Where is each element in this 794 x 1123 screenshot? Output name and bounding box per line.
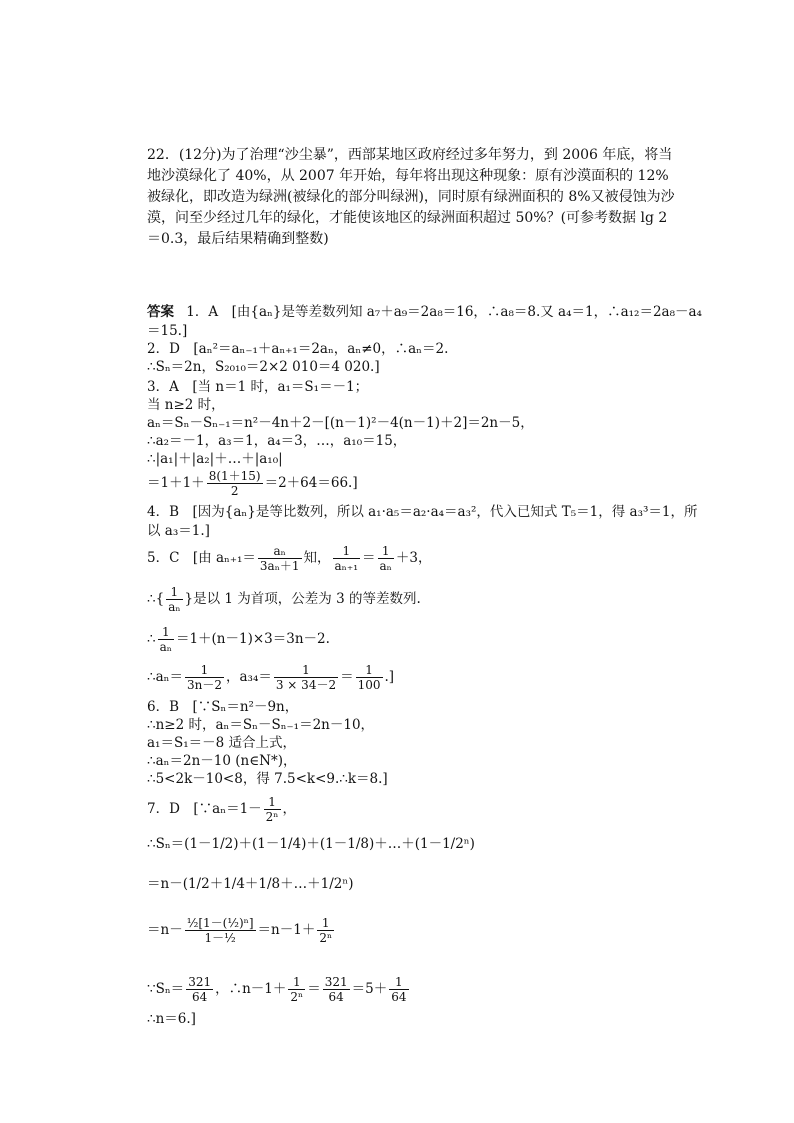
numerator: 1: [274, 663, 338, 678]
fraction: [185, 916, 256, 945]
text-segment: ，: [282, 801, 296, 817]
answer-4-line1: 4．B [因为{aₙ}是等比数列，所以 a₁·a₅＝a₂·a₄＝a₃²，代入已知式 T₅＝1，得 a₃³＝1，所: [147, 504, 698, 520]
answer-3-line4: ∴a₂＝－1，a₃＝1，a₄＝3，…，a₁₀＝15，: [147, 433, 407, 449]
answers-heading: 答案: [147, 304, 174, 320]
fraction: [274, 663, 338, 692]
denominator: 3aₙ＋1: [259, 559, 300, 573]
denominator: 3n－2: [186, 678, 222, 692]
answer-4-line2: 以 a₃＝1.]: [147, 523, 210, 539]
fraction: [356, 663, 383, 692]
text-segment: ＝5＋: [351, 981, 388, 997]
text-segment: ∵Sₙ＝: [147, 981, 185, 997]
text-segment: ＝: [307, 981, 321, 997]
denominator: 2: [230, 484, 239, 498]
fraction: [207, 469, 263, 498]
answer-1: 1．A [由{aₙ}是等差数列知 a₇＋a₉＝2a₈＝16，∴a₈＝8.又 a₄＝1，∴a₁₂＝2a₈－a₄: [186, 304, 702, 320]
denominator: 3 × 34－2: [275, 678, 337, 692]
text-segment: ，a₃₄＝: [225, 669, 272, 685]
numerator: 1: [333, 544, 361, 559]
fraction: [185, 663, 224, 692]
text-segment: ＝1＋1＋: [147, 475, 205, 491]
denominator: 2ⁿ: [319, 931, 333, 945]
answer-5-line2: [147, 582, 421, 616]
answer-3-line6: [147, 468, 358, 498]
denominator: 64: [391, 990, 407, 1004]
denominator: 2ⁿ: [290, 990, 304, 1004]
answer-6-line1: 6．B [∵Sₙ＝n²－9n，: [147, 699, 299, 715]
answer-2-line2: ∴Sₙ＝2n，S₂₀₁₀＝2×2 010＝4 020.]: [147, 359, 380, 375]
fraction: [166, 585, 182, 614]
numerator: 1: [356, 663, 383, 678]
answer-6-line4: ∴aₙ＝2n－10 (n∈N*)，: [147, 753, 297, 769]
denominator: aₙ: [168, 600, 181, 614]
fraction: [323, 975, 350, 1004]
text-segment: ＝: [340, 669, 354, 685]
answer-5-line1: [147, 541, 431, 575]
fraction: [333, 544, 361, 573]
fraction: [158, 625, 174, 654]
answer-7-line6: ∴n＝6.]: [147, 1011, 196, 1027]
numerator: ½[1－(½)ⁿ]: [186, 916, 254, 930]
denominator: aₙ₊₁: [334, 559, 359, 573]
text-segment: 7．D [∵aₙ＝1－: [147, 801, 262, 817]
denominator: aₙ: [159, 640, 172, 654]
answer-6-line5: ∴5<2k－10<8，得 7.5<k<9.∴k＝8.]: [147, 771, 388, 787]
fraction: [288, 975, 305, 1004]
numerator: 1: [288, 975, 305, 990]
numerator: 1: [158, 625, 174, 640]
denominator: 100: [357, 678, 381, 692]
answer-6-line3: a₁＝S₁＝－8 适合上式，: [147, 735, 297, 751]
denominator: 64: [328, 990, 344, 1004]
fraction: [186, 975, 213, 1004]
text-segment: 知，: [303, 550, 331, 566]
numerator: 321: [188, 975, 212, 989]
answer-1-cont: ＝15.]: [147, 323, 188, 339]
numerator: 1: [264, 795, 281, 810]
numerator: 8(1＋15): [208, 469, 261, 483]
answer-3-line1: 3．A [当 n＝1 时，a₁＝S₁＝－1；: [147, 379, 369, 395]
answer-7-line4: [147, 910, 336, 950]
denominator: 1－½: [204, 931, 236, 945]
answer-7-line5: [147, 972, 411, 1006]
denominator: 2ⁿ: [265, 810, 279, 824]
problem-22: 22．(12分)为了治理“沙尘暴”，西部某地区政府经过多年努力，到 2006 年底，将当地沙漠绿化了 40%，从 2007 年开始，每年将出现这种现象：原有沙漠面积的 12%被绿化，即改造为绿洲(被绿化的部分叫绿洲)，同时原有绿洲面积的 8%又被侵蚀为沙漠，问至少经过几年的绿化，才能使该地区的绿洲面积超过 50%？(可参考数据 lg 2＝0.3，最后结果精确到整数): [147, 147, 675, 247]
answer-7-line2: ∴Sₙ＝(1－1/2)＋(1－1/4)＋(1－1/8)＋…＋(1－1/2ⁿ): [147, 836, 475, 852]
text-segment: ＝: [362, 550, 376, 566]
fraction: [378, 544, 394, 573]
text-segment: ＋3，: [395, 550, 432, 566]
text-segment: ＝1＋(n－1)×3＝3n－2.: [175, 631, 330, 647]
answer-1-line: [147, 303, 702, 321]
answer-6-line2: ∴n≥2 时，aₙ＝Sₙ－Sₙ₋₁＝2n－10，: [147, 717, 375, 733]
fraction: [389, 975, 408, 1004]
numerator: 1: [317, 916, 334, 931]
text-segment: ，∴n－1＋: [215, 981, 287, 997]
denominator: 64: [192, 990, 208, 1004]
text-segment: ∴: [147, 631, 156, 647]
numerator: 1: [389, 975, 408, 990]
answer-5-line3: [147, 622, 330, 656]
answer-3-line5: ∴|a₁|＋|a₂|＋…＋|a₁₀|: [147, 451, 283, 467]
text-segment: ＝n－1＋: [257, 922, 316, 938]
numerator: aₙ: [258, 544, 302, 559]
answer-2-line1: 2．D [aₙ²＝aₙ₋₁＋aₙ₊₁＝2aₙ，aₙ≠0，∴aₙ＝2.: [147, 341, 449, 357]
answer-3-line3: aₙ＝Sₙ－Sₙ₋₁＝n²－4n＋2－[(n－1)²－4(n－1)＋2]＝2n－5，: [147, 415, 534, 431]
answer-3-line2: 当 n≥2 时，: [147, 397, 225, 413]
fraction: [264, 795, 281, 824]
text-segment: ＝n－: [147, 922, 183, 938]
fraction: [317, 916, 334, 945]
text-segment: ∴{: [147, 591, 165, 607]
text-segment: }是以 1 为首项，公差为 3 的等差数列.: [184, 591, 421, 607]
answer-5-line4: [147, 660, 394, 694]
text-segment: 5．C [由 aₙ₊₁＝: [147, 550, 256, 566]
numerator: 1: [166, 585, 182, 600]
fraction: [258, 544, 302, 573]
numerator: 1: [185, 663, 224, 678]
numerator: 321: [324, 975, 348, 989]
denominator: aₙ: [379, 559, 392, 573]
text-segment: .]: [384, 669, 395, 685]
numerator: 1: [378, 544, 394, 559]
answer-7-line3: ＝n－(1/2＋1/4＋1/8＋…＋1/2ⁿ): [147, 876, 354, 892]
answer-7-line1: [147, 792, 296, 826]
text-segment: ＝2＋64＝66.]: [264, 475, 358, 491]
text-segment: ∴aₙ＝: [147, 669, 183, 685]
